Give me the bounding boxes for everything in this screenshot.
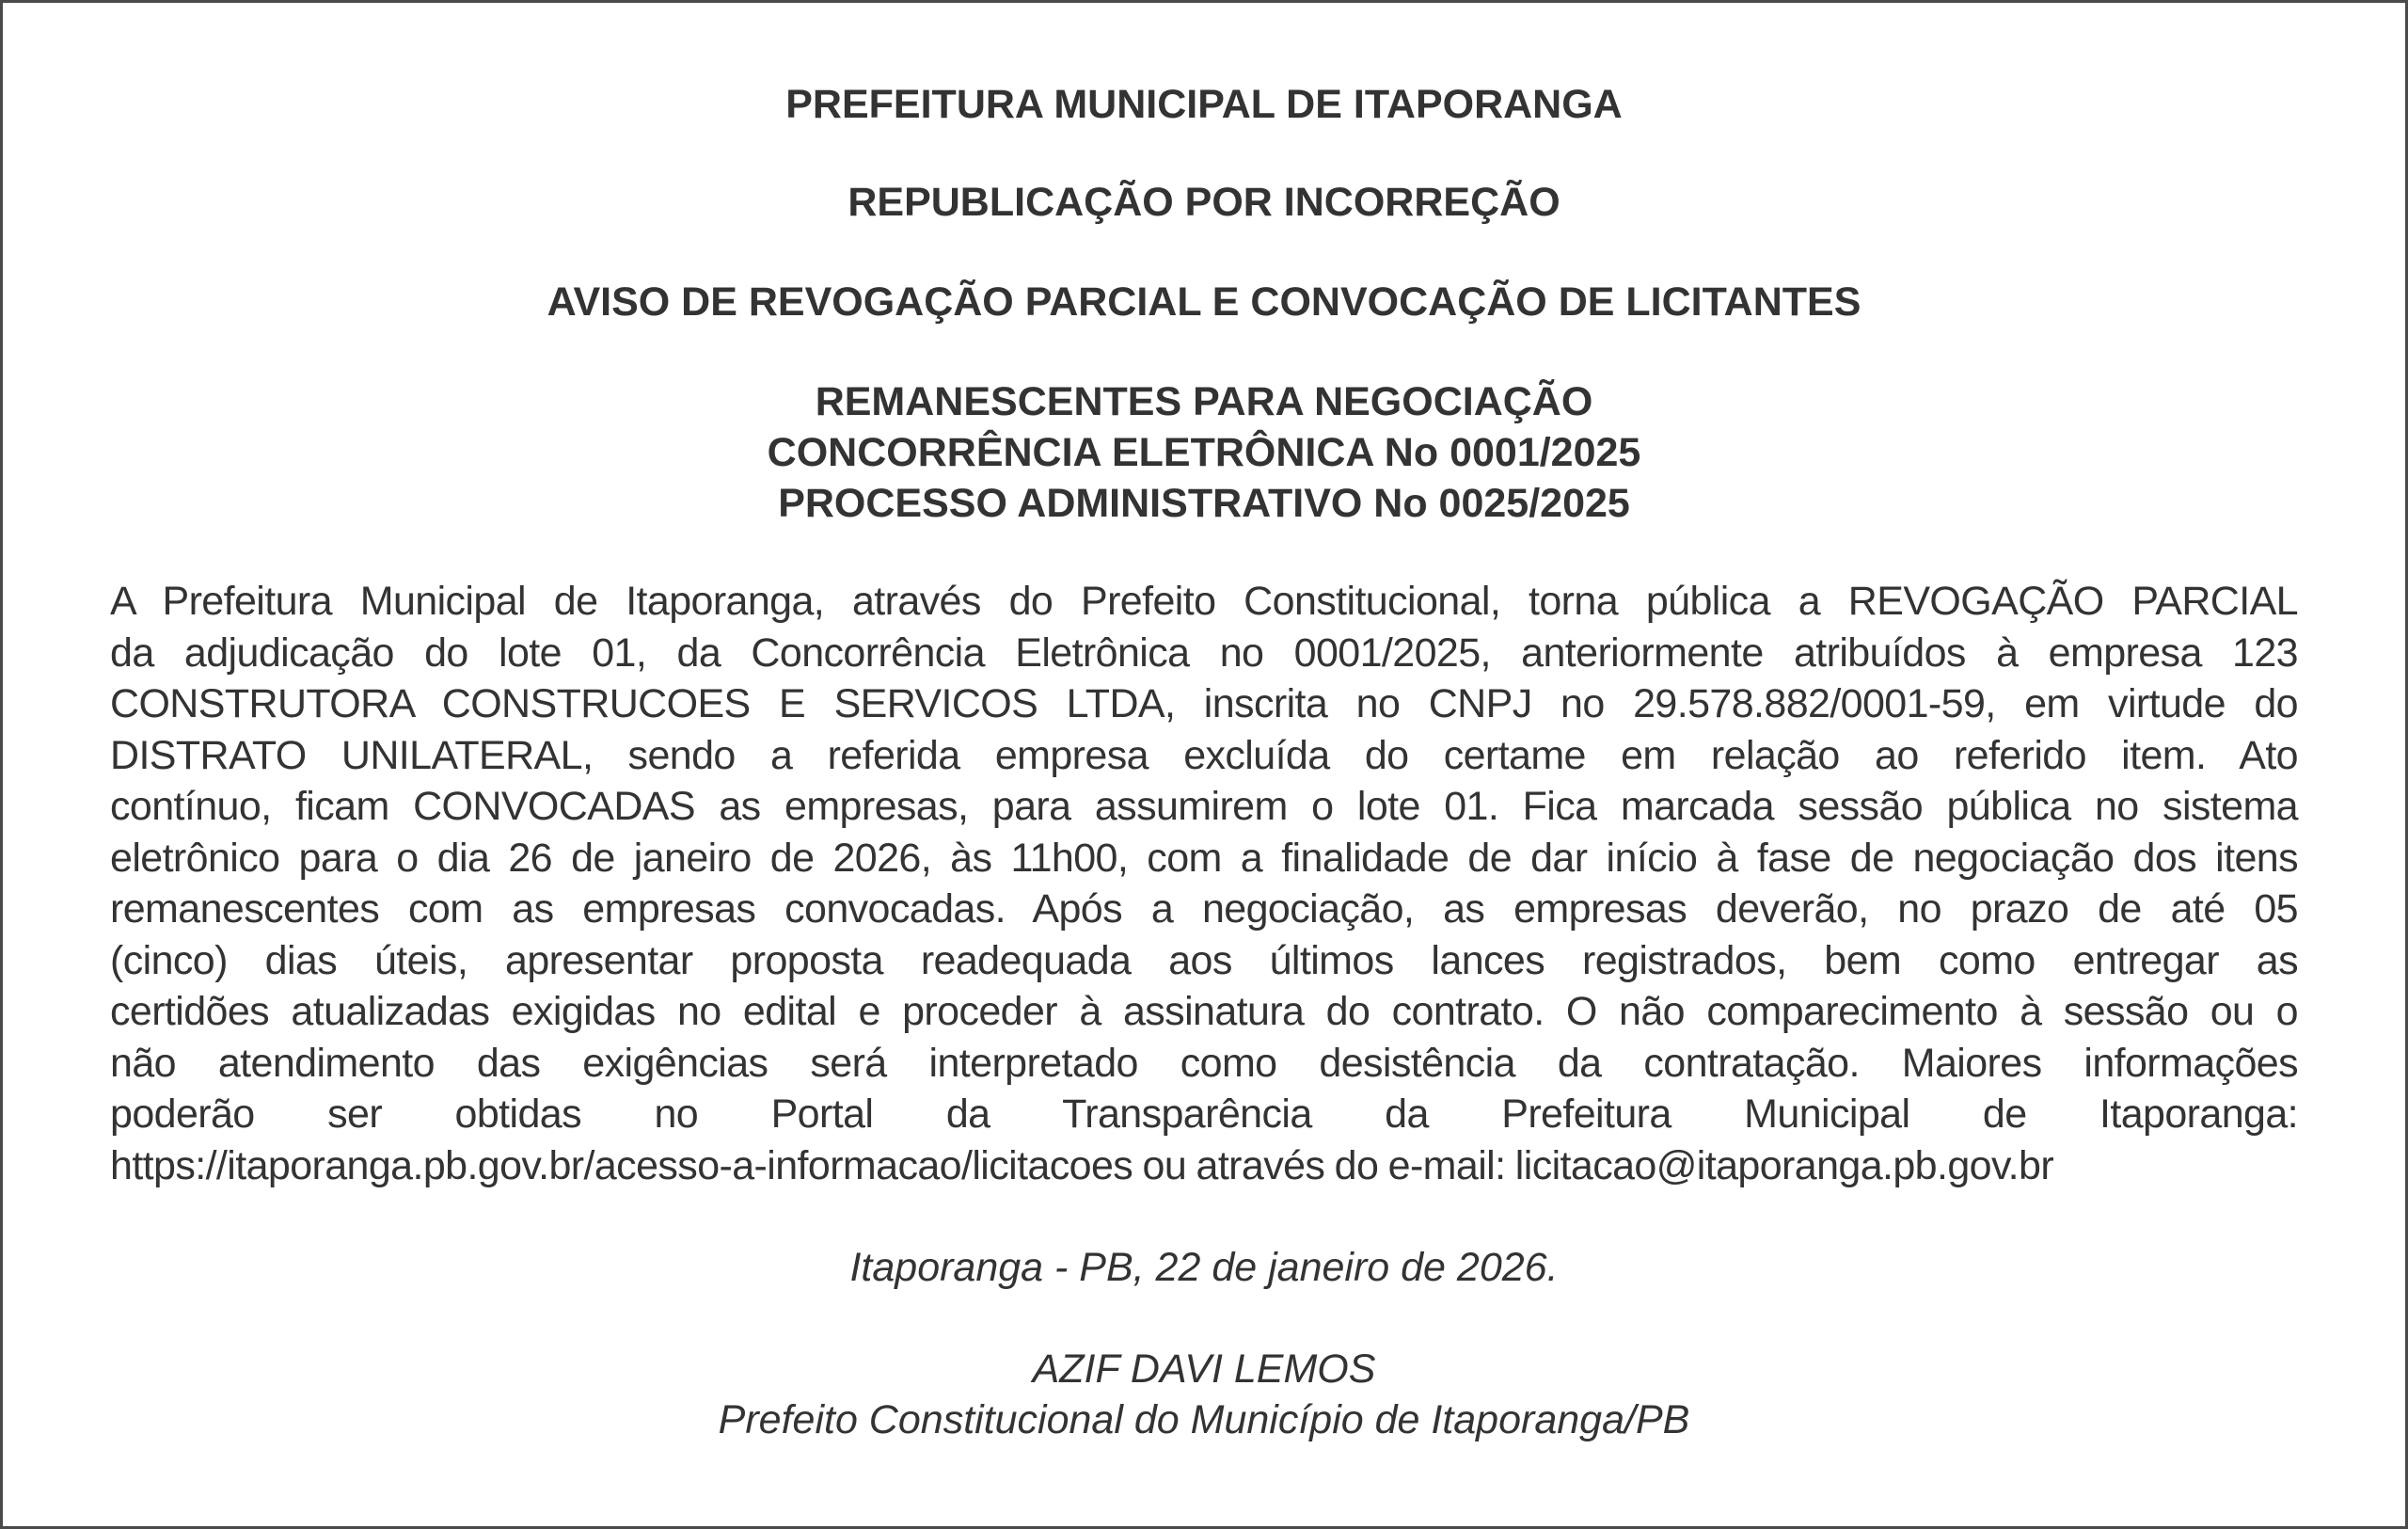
notice-subtitle-negotiation: REMANESCENTES PARA NEGOCIAÇÃO: [815, 379, 1593, 424]
body-line: da adjudicação do lote 01, da Concorrência Eletrônica no 0001/2025, anteriormente atribuídos à empresa 123: [110, 629, 2298, 676]
body-line: CONSTRUTORA CONSTRUCOES E SERVICOS LTDA, inscrita no CNPJ no 29.578.882/0001-59, em virtude do: [110, 681, 2298, 726]
notice-subtitle-tender-number: CONCORRÊNCIA ELETRÔNICA No 0001/2025: [767, 430, 1641, 475]
body-line: DISTRATO UNILATERAL, sendo a referida empresa excluída do certame em relação ao referido item. Ato: [110, 732, 2298, 778]
notice-subtitle-process-number: PROCESSO ADMINISTRATIVO No 0025/2025: [778, 481, 1630, 526]
signatory-name: AZIF DAVI LEMOS: [1032, 1346, 1376, 1392]
date-line: Itaporanga - PB, 22 de janeiro de 2026.: [849, 1245, 1559, 1290]
body-line: eletrônico para o dia 26 de janeiro de 2026, às 11h00, com a finalidade de dar início à fase de negociação dos itens: [110, 835, 2298, 881]
republication-heading: REPUBLICAÇÃO POR INCORREÇÃO: [848, 180, 1560, 225]
org-title: PREFEITURA MUNICIPAL DE ITAPORANGA: [785, 82, 1623, 127]
notice-body: [110, 576, 2298, 1191]
body-line: remanescentes com as empresas convocadas. Após a negociação, as empresas deverão, no prazo de até 05: [110, 886, 2298, 932]
body-line: A Prefeitura Municipal de Itaporanga, através do Prefeito Constitucional, torna pública a REVOGAÇÃO PARCIAL: [110, 579, 2298, 624]
body-line: contínuo, ficam CONVOCADAS as empresas, para assumirem o lote 01. Fica marcada sessão pública no sistema: [110, 784, 2298, 829]
body-line: https://itaporanga.pb.gov.br/acesso-a-informacao/licitacoes ou através do e-mail: licitacao@itaporanga.pb.gov.br: [110, 1142, 2054, 1188]
notice-title: AVISO DE REVOGAÇÃO PARCIAL E CONVOCAÇÃO DE LICITANTES: [547, 279, 1861, 325]
body-line: poderão ser obtidas no Portal da Transparência da Prefeitura Municipal de Itaporanga:: [110, 1091, 2298, 1137]
body-line: não atendimento das exigências será interpretado como desistência da contratação. Maiores informações: [110, 1040, 2298, 1086]
body-line: certidões atualizadas exigidas no edital e proceder à assinatura do contrato. O não comparecimento à sessão ou o: [110, 989, 2298, 1034]
body-line: (cinco) dias úteis, apresentar proposta readequada aos últimos lances registrados, bem como entregar as: [110, 937, 2298, 983]
signatory-role: Prefeito Constitucional do Município de Itaporanga/PB: [718, 1397, 1690, 1442]
notice-content: [110, 66, 2298, 1445]
